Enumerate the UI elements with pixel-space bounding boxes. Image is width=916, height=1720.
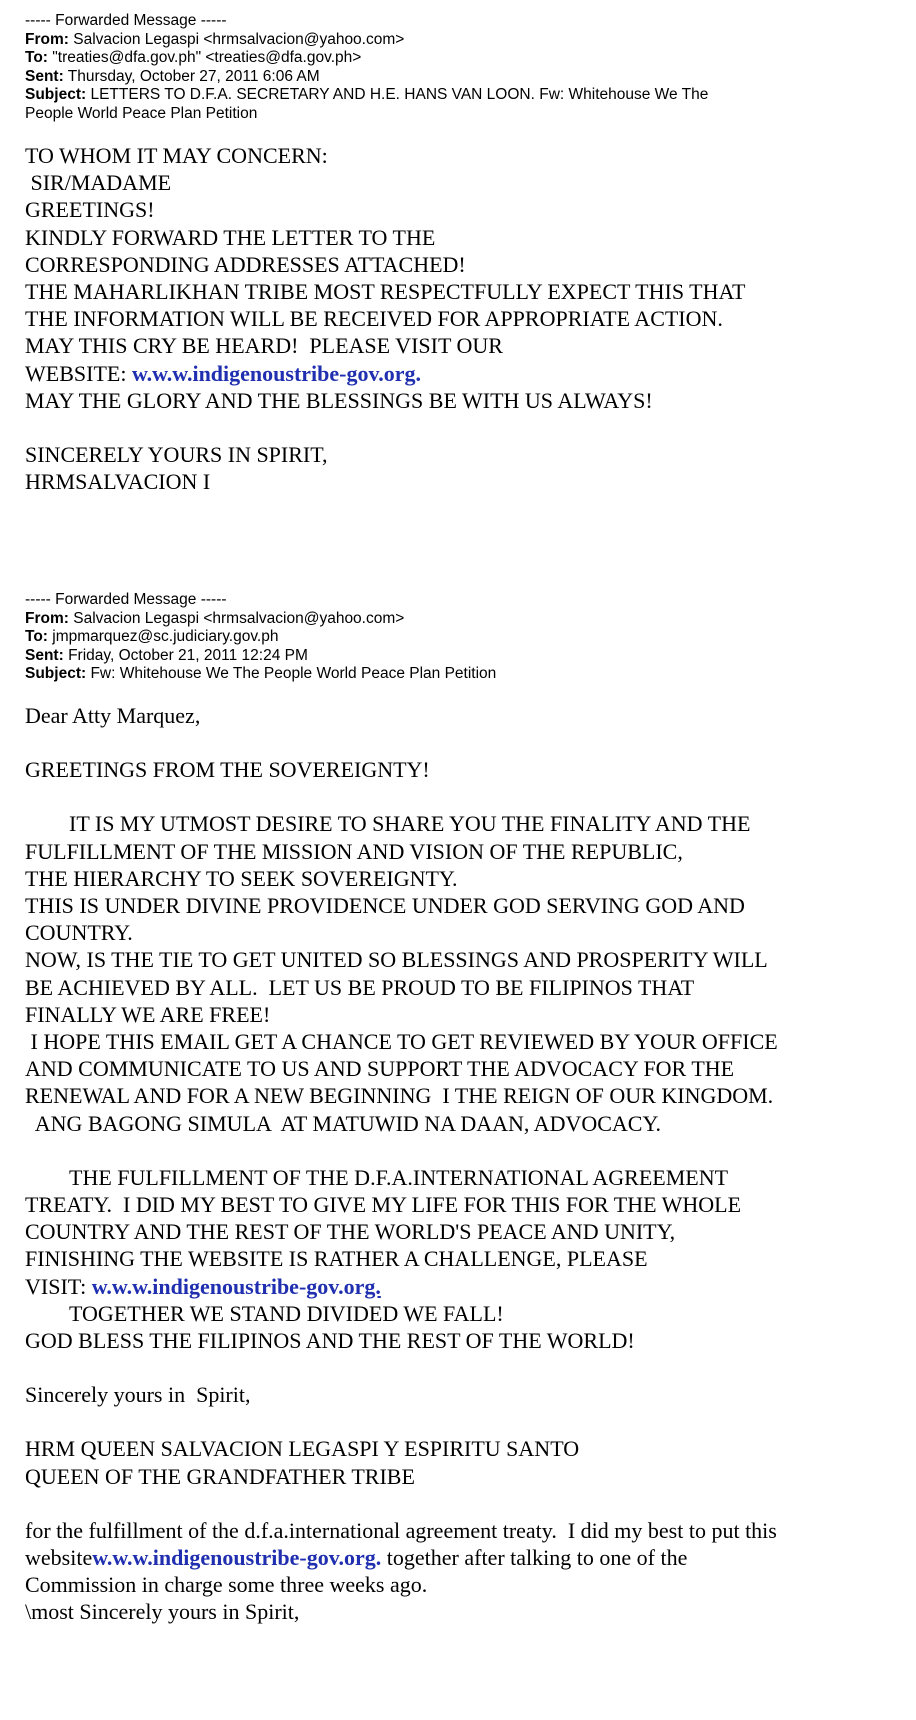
message2-header (25, 591, 905, 684)
website-link[interactable]: w.w.w.indigenoustribe-gov.org. (92, 1545, 382, 1571)
body-line: SIR/MADAME (25, 170, 172, 196)
body-line: BE ACHIEVED BY ALL. LET US BE PROUD TO BE FILIPINOS THAT (25, 974, 695, 1000)
body-line: IT IS MY UTMOST DESIRE TO SHARE YOU THE FINALITY AND THE (69, 811, 751, 837)
body-line: ANG BAGONG SIMULA AT MATUWID NA DAAN, ADVOCACY. (25, 1110, 662, 1136)
body-line: THIS IS UNDER DIVINE PROVIDENCE UNDER GOD SERVING GOD AND (25, 892, 745, 918)
signoff-name: HRMSALVACION I (25, 469, 211, 495)
together-line: TOGETHER WE STAND DIVIDED WE FALL! (69, 1300, 504, 1326)
body-line: COUNTRY. (25, 920, 133, 946)
to-line (25, 49, 905, 68)
sent-label: Sent: (25, 646, 64, 664)
sent-label: Sent: (25, 67, 64, 85)
body-line: THE MAHARLIKHAN TRIBE MOST RESPECTFULLY EXPECT THIS THAT (25, 279, 746, 305)
body-line: AND COMMUNICATE TO US AND SUPPORT THE ADVOCACY FOR THE (25, 1056, 735, 1082)
to-line (25, 628, 905, 647)
from-label: From: (25, 609, 69, 627)
website-link-text: w.w.w.indigenoustribe-gov.or (91, 1273, 365, 1299)
signoff-line: SINCERELY YOURS IN SPIRIT, (25, 442, 328, 468)
visit-line (25, 1273, 905, 1300)
body-line: THE FULFILLMENT OF THE D.F.A.INTERNATIONAL AGREEMENT (69, 1164, 729, 1190)
signature-name: HRM QUEEN SALVACION LEGASPI Y ESPIRITU SANTO (25, 1436, 580, 1462)
footer-prefix: website (25, 1545, 93, 1571)
sent-line (25, 68, 905, 87)
subject-label: Subject: (25, 665, 87, 683)
subject-line (25, 86, 905, 105)
body-line: THE INFORMATION WILL BE RECEIVED FOR APPROPRIATE ACTION. (25, 306, 723, 332)
from-value: Salvacion Legaspi <hrmsalvacion@yahoo.com> (73, 30, 405, 48)
body-line: COUNTRY AND THE REST OF THE WORLD'S PEACE AND UNITY, (25, 1219, 676, 1245)
body-line: FULFILLMENT OF THE MISSION AND VISION OF THE REPUBLIC, (25, 838, 683, 864)
to-value: jmpmarquez@sc.judiciary.gov.ph (52, 628, 279, 646)
sent-line (25, 647, 905, 666)
website-prefix: WEBSITE: (25, 360, 132, 386)
website-link[interactable]: w.w.w.indigenoustribe-gov.org. (131, 360, 422, 386)
website-link-underlined: g. (364, 1273, 381, 1299)
body-line: I HOPE THIS EMAIL GET A CHANCE TO GET REVIEWED BY YOUR OFFICE (25, 1028, 778, 1054)
document-page (25, 0, 905, 1626)
godbless-line: GOD BLESS THE FILIPINOS AND THE REST OF THE WORLD! (25, 1328, 635, 1353)
closing-line: MAY THE GLORY AND THE BLESSINGS BE WITH US ALWAYS! (25, 387, 653, 413)
message1-header (25, 12, 905, 123)
body-line: NOW, IS THE TIE TO GET UNITED SO BLESSINGS AND PROSPERITY WILL (25, 947, 768, 973)
visit-prefix: VISIT: (25, 1273, 92, 1299)
salutation: Dear Atty Marquez, (25, 702, 201, 728)
from-line (25, 31, 905, 50)
forward-banner: ----- Forwarded Message ----- (25, 591, 227, 609)
subject-label: Subject: (25, 86, 87, 103)
to-value: "treaties@dfa.gov.ph" <treaties@dfa.gov.ph> (52, 49, 362, 66)
website-line (25, 360, 905, 387)
subject-value: LETTERS TO D.F.A. SECRETARY AND H.E. HANS VAN LOON. Fw: Whitehouse We The (90, 86, 709, 103)
footer-note (25, 1517, 905, 1626)
forward-banner: ----- Forwarded Message ----- (25, 12, 227, 29)
body-line: FINALLY WE ARE FREE! (25, 1001, 271, 1027)
website-link[interactable] (92, 1274, 381, 1299)
body-line: FINISHING THE WEBSITE IS RATHER A CHALLENGE, PLEASE (25, 1246, 648, 1272)
paragraph-2 (25, 1164, 905, 1354)
body-line: TO WHOM IT MAY CONCERN: (25, 143, 328, 168)
sent-value: Thursday, October 27, 2011 6:06 AM (67, 67, 320, 85)
signature (25, 1435, 905, 1489)
from-value: Salvacion Legaspi <hrmsalvacion@yahoo.com> (73, 609, 405, 627)
paragraph-1 (25, 810, 905, 1136)
footer-line (25, 1544, 905, 1571)
message2-body (25, 702, 905, 1626)
from-label: From: (25, 30, 69, 48)
to-label: To: (25, 49, 48, 66)
sent-value: Friday, October 21, 2011 12:24 PM (68, 646, 308, 664)
body-line: TREATY. I DID MY BEST TO GIVE MY LIFE FOR THIS FOR THE WHOLE (25, 1191, 742, 1217)
greeting: GREETINGS FROM THE SOVEREIGNTY! (25, 757, 430, 783)
subject-line (25, 665, 905, 684)
footer-line: \most Sincerely yours in Spirit, (25, 1599, 300, 1625)
message1-body (25, 142, 905, 495)
signature-title: QUEEN OF THE GRANDFATHER TRIBE (25, 1463, 415, 1489)
subject-continuation: People World Peace Plan Petition (25, 104, 258, 122)
body-line: GREETINGS! (25, 197, 155, 223)
body-line: CORRESPONDING ADDRESSES ATTACHED! (25, 251, 466, 277)
footer-suffix: together after talking to one of the (381, 1545, 688, 1571)
to-label: To: (25, 628, 48, 646)
subject-value: Fw: Whitehouse We The People World Peace Plan Petition (90, 665, 497, 683)
footer-line: Commission in charge some three weeks ago. (25, 1572, 428, 1598)
body-line: THE HIERARCHY TO SEEK SOVEREIGNTY. (25, 865, 458, 891)
body-line: RENEWAL AND FOR A NEW BEGINNING I THE REIGN OF OUR KINGDOM. (25, 1083, 774, 1109)
sincerely-line: Sincerely yours in Spirit, (25, 1382, 251, 1408)
footer-line: for the fulfillment of the d.f.a.international agreement treaty. I did my best to put this (25, 1517, 777, 1543)
body-line: MAY THIS CRY BE HEARD! PLEASE VISIT OUR (25, 333, 503, 359)
from-line (25, 610, 905, 629)
body-line: KINDLY FORWARD THE LETTER TO THE (25, 224, 436, 250)
